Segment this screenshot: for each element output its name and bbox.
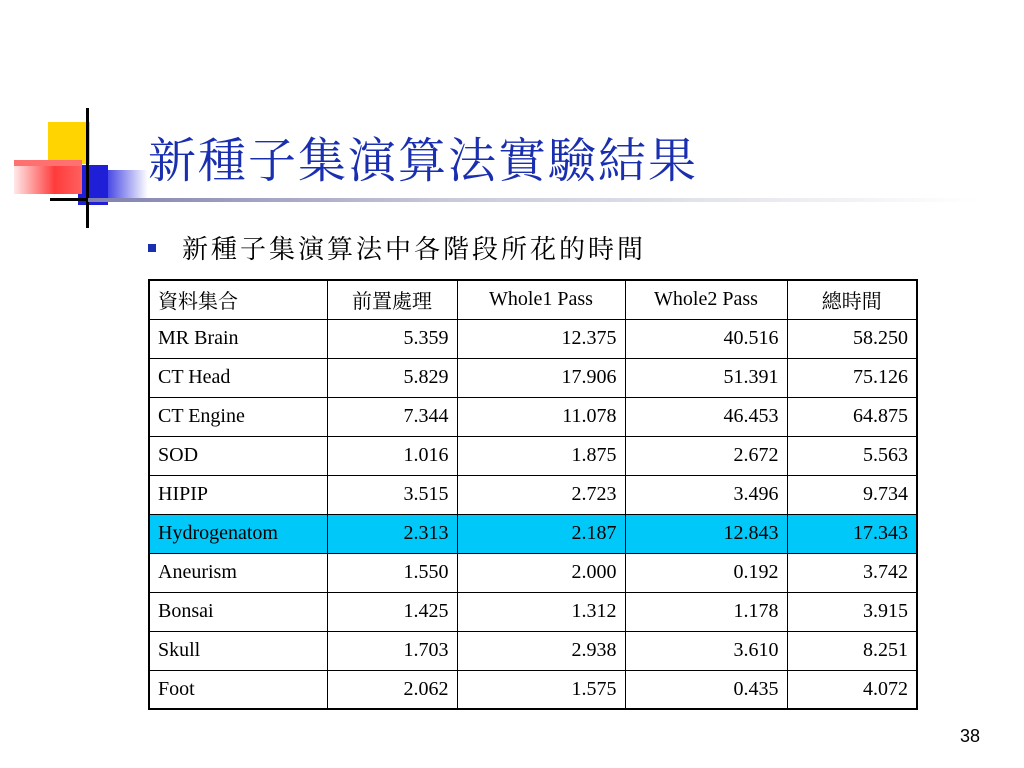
table-header-row: [149, 280, 917, 319]
dataset-name-cell: CT Head: [149, 358, 327, 397]
value-cell: 1.550: [327, 553, 457, 592]
value-cell: 11.078: [457, 397, 625, 436]
value-cell: 8.251: [787, 631, 917, 670]
value-cell: 2.672: [625, 436, 787, 475]
dataset-name-cell: Foot: [149, 670, 327, 709]
header-total-time: 總時間: [787, 280, 917, 319]
decor-blue-fade: [108, 170, 148, 200]
value-cell: 2.313: [327, 514, 457, 553]
dataset-name-cell: Hydrogenatom: [149, 514, 327, 553]
table-row: [149, 631, 917, 670]
value-cell: 12.843: [625, 514, 787, 553]
value-cell: 3.742: [787, 553, 917, 592]
table-row: [149, 475, 917, 514]
decor-horizontal-line: [50, 198, 90, 201]
dataset-name-cell: Bonsai: [149, 592, 327, 631]
value-cell: 58.250: [787, 319, 917, 358]
table-row: [149, 592, 917, 631]
value-cell: 2.723: [457, 475, 625, 514]
table-row: [149, 397, 917, 436]
value-cell: 3.496: [625, 475, 787, 514]
value-cell: 64.875: [787, 397, 917, 436]
value-cell: 5.829: [327, 358, 457, 397]
title-underline: [88, 198, 978, 202]
dataset-name-cell: CT Engine: [149, 397, 327, 436]
value-cell: 2.062: [327, 670, 457, 709]
value-cell: 2.187: [457, 514, 625, 553]
table-row: [149, 436, 917, 475]
value-cell: 12.375: [457, 319, 625, 358]
value-cell: 3.610: [625, 631, 787, 670]
value-cell: 1.575: [457, 670, 625, 709]
table-row: [149, 319, 917, 358]
table-row: [149, 358, 917, 397]
value-cell: 1.312: [457, 592, 625, 631]
value-cell: 4.072: [787, 670, 917, 709]
value-cell: 17.343: [787, 514, 917, 553]
value-cell: 3.515: [327, 475, 457, 514]
value-cell: 3.915: [787, 592, 917, 631]
value-cell: 1.178: [625, 592, 787, 631]
table-row: [149, 670, 917, 709]
value-cell: 40.516: [625, 319, 787, 358]
value-cell: 0.192: [625, 553, 787, 592]
header-dataset: 資料集合: [149, 280, 327, 319]
table-body: [149, 319, 917, 709]
table-row: [149, 514, 917, 553]
header-whole1-pass: Whole1 Pass: [457, 280, 625, 319]
value-cell: 0.435: [625, 670, 787, 709]
dataset-name-cell: Skull: [149, 631, 327, 670]
value-cell: 1.875: [457, 436, 625, 475]
value-cell: 51.391: [625, 358, 787, 397]
value-cell: 46.453: [625, 397, 787, 436]
bullet-text: 新種子集演算法中各階段所花的時間: [182, 235, 647, 265]
decor-red-bar-highlight: [14, 160, 82, 166]
value-cell: 2.000: [457, 553, 625, 592]
value-cell: 2.938: [457, 631, 625, 670]
bullet-icon: [148, 244, 156, 252]
value-cell: 9.734: [787, 475, 917, 514]
value-cell: 1.703: [327, 631, 457, 670]
header-preprocess: 前置處理: [327, 280, 457, 319]
header-whole2-pass: Whole2 Pass: [625, 280, 787, 319]
value-cell: 75.126: [787, 358, 917, 397]
page-number: 38: [960, 726, 981, 746]
value-cell: 17.906: [457, 358, 625, 397]
value-cell: 5.563: [787, 436, 917, 475]
dataset-name-cell: HIPIP: [149, 475, 327, 514]
dataset-name-cell: SOD: [149, 436, 327, 475]
dataset-name-cell: Aneurism: [149, 553, 327, 592]
results-table: [148, 279, 918, 710]
slide-title: 新種子集演算法實驗結果: [148, 133, 699, 189]
value-cell: 7.344: [327, 397, 457, 436]
value-cell: 1.425: [327, 592, 457, 631]
table-row: [149, 553, 917, 592]
dataset-name-cell: MR Brain: [149, 319, 327, 358]
value-cell: 1.016: [327, 436, 457, 475]
value-cell: 5.359: [327, 319, 457, 358]
decor-vertical-line: [86, 108, 89, 228]
decor-yellow-square: [48, 122, 90, 164]
